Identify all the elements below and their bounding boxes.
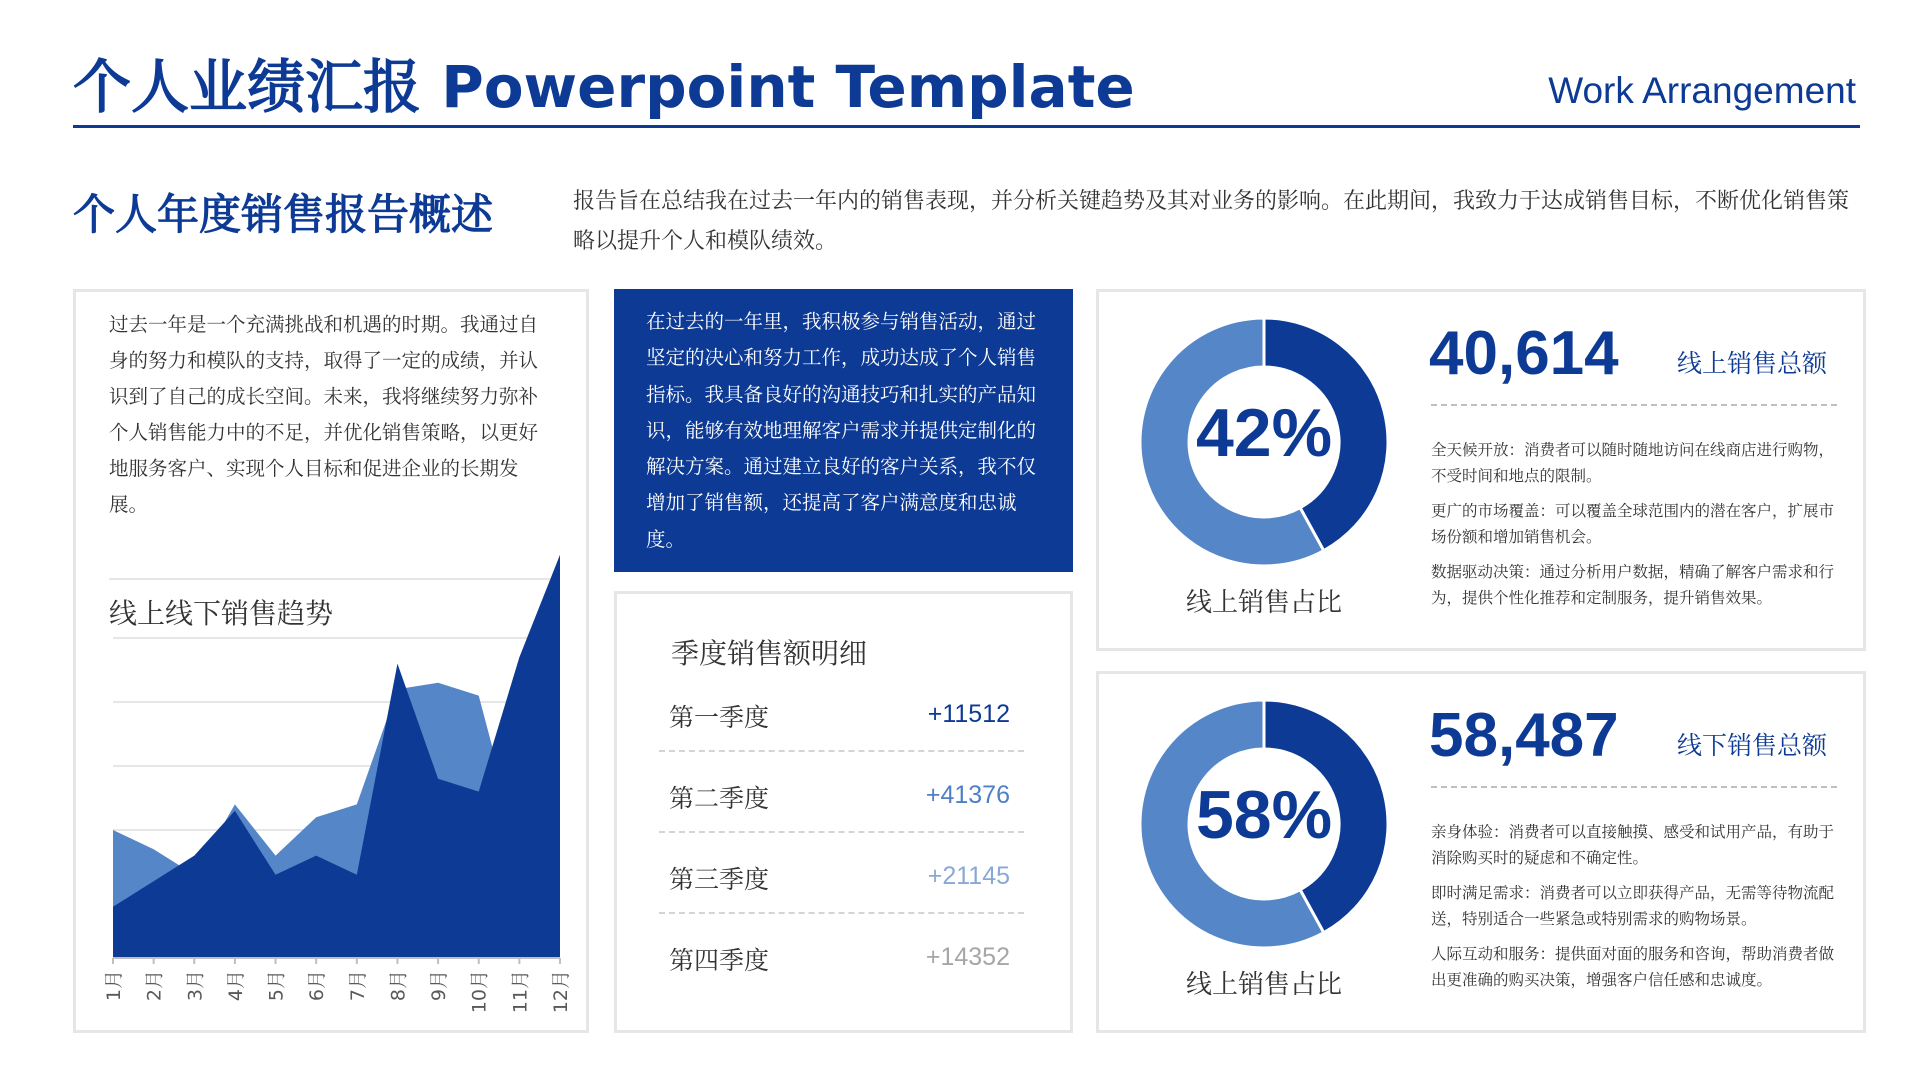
header-subtitle: Work Arrangement <box>1548 70 1856 111</box>
bullet-text: 亲身体验：消费者可以直接触摸、感受和试用产品，有助于消除购买时的疑虑和不确定性。 <box>1431 823 1835 867</box>
online-total: 40,614 <box>1429 319 1619 388</box>
section-description: 报告旨在总结我在过去一年内的销售表现，并分析关键趋势及其对业务的影响。在此期间，我致力于达成销售目标，不断优化销售策略以提升个人和模队绩效。 <box>573 189 1850 254</box>
online-bullets <box>1431 437 1837 620</box>
x-tick-label: 9月 <box>428 970 451 1002</box>
section-title: 个人年度销售报告概述 <box>73 190 494 239</box>
quarter-title: 季度销售额明细 <box>671 637 868 670</box>
quarter-value: +11512 <box>927 700 1010 728</box>
summary-card <box>73 289 589 1033</box>
x-tick-label: 12月 <box>550 970 572 1014</box>
quarter-value: +14352 <box>925 943 1010 971</box>
x-tick-label: 7月 <box>346 970 369 1002</box>
online-donut-caption: 线上销售占比 <box>1185 588 1342 618</box>
summary-text: 过去一年是一个充满挑战和机遇的时期。我通过自身的努力和模队的支持，取得了一定的成绩，并认识到了自己的成长空间。未来，我将继续努力弥补个人销售能力中的不足，并优化销售策略，以更好地服务客户、实现个人目标和促进企业的长期发展。 <box>109 313 539 516</box>
offline-divider <box>1431 786 1837 788</box>
bullet-text: 数据驱动决策：通过分析用户数据，精确了解客户需求和行为，提供个性化推荐和定制服务，提升销售效果。 <box>1431 563 1835 607</box>
bullet-text: 更广的市场覆盖：可以覆盖全球范围内的潜在客户，扩展市场份额和增加销售机会。 <box>1431 502 1835 546</box>
page-title: 个人业绩汇报 Powerpoint Template <box>73 53 1135 121</box>
quarter-row <box>659 672 1024 752</box>
area-series-2 <box>113 555 560 958</box>
offline-sales-card <box>1096 671 1866 1033</box>
bullet-text: 人际互动和服务：提供面对面的服务和咨询，帮助消费者做出更准确的购买决策，增强客户信任感和忠诚度。 <box>1431 945 1835 989</box>
quarter-row <box>659 834 1024 914</box>
quarter-row <box>659 753 1024 833</box>
quarter-name: 第三季度 <box>669 865 770 894</box>
x-tick-label: 1月 <box>103 970 125 1002</box>
x-tick-label: 8月 <box>387 970 410 1002</box>
online-total-label: 线上销售总额 <box>1676 349 1827 378</box>
quarter-name: 第二季度 <box>669 784 770 813</box>
highlight-card <box>614 289 1073 572</box>
row-divider <box>659 831 1024 833</box>
bullet-text: 即时满足需求：消费者可以立即获得产品，无需等待物流配送，特别适合一些紧急或特别需求的购物场景。 <box>1431 884 1835 928</box>
highlight-text: 在过去的一年里，我积极参与销售活动，通过坚定的决心和努力工作，成功达成了个人销售指标。我具备良好的沟通技巧和扎实的产品知识，能够有效地理解客户需求并提供定制化的解决方案。通过建立良好的客户关系，我不仅增加了销售额，还提高了客户满意度和忠诚度。 <box>646 310 1037 551</box>
x-tick-label: 2月 <box>143 970 166 1002</box>
quarter-row <box>659 915 1024 995</box>
quarter-value: +41376 <box>925 781 1010 809</box>
trend-chart-title: 线上线下销售趋势 <box>109 597 334 630</box>
x-tick-label: 6月 <box>306 970 329 1002</box>
row-divider <box>659 912 1024 914</box>
online-percent: 42% <box>1195 395 1333 471</box>
bullet-text: 全天候开放：消费者可以随时随地访问在线商店进行购物，不受时间和地点的限制。 <box>1431 441 1835 485</box>
x-tick-label: 5月 <box>265 970 288 1002</box>
offline-percent: 58% <box>1195 777 1333 853</box>
offline-bullets <box>1431 819 1837 1002</box>
x-tick-label: 4月 <box>224 970 247 1002</box>
x-tick-label: 11月 <box>509 970 532 1014</box>
online-sales-card <box>1096 289 1866 651</box>
x-tick-label: 10月 <box>468 970 491 1014</box>
offline-donut-caption: 线上销售占比 <box>1185 970 1342 1000</box>
header-divider <box>73 125 1860 128</box>
row-divider <box>659 750 1024 752</box>
offline-total: 58,487 <box>1429 701 1619 770</box>
offline-total-label: 线下销售总额 <box>1676 731 1827 760</box>
quarter-card <box>614 591 1073 1033</box>
x-tick-label: 3月 <box>184 970 207 1002</box>
online-divider <box>1431 404 1837 406</box>
trend-chart <box>76 292 586 1030</box>
quarter-name: 第四季度 <box>669 946 770 975</box>
quarter-value: +21145 <box>927 862 1010 890</box>
quarter-name: 第一季度 <box>669 703 770 732</box>
